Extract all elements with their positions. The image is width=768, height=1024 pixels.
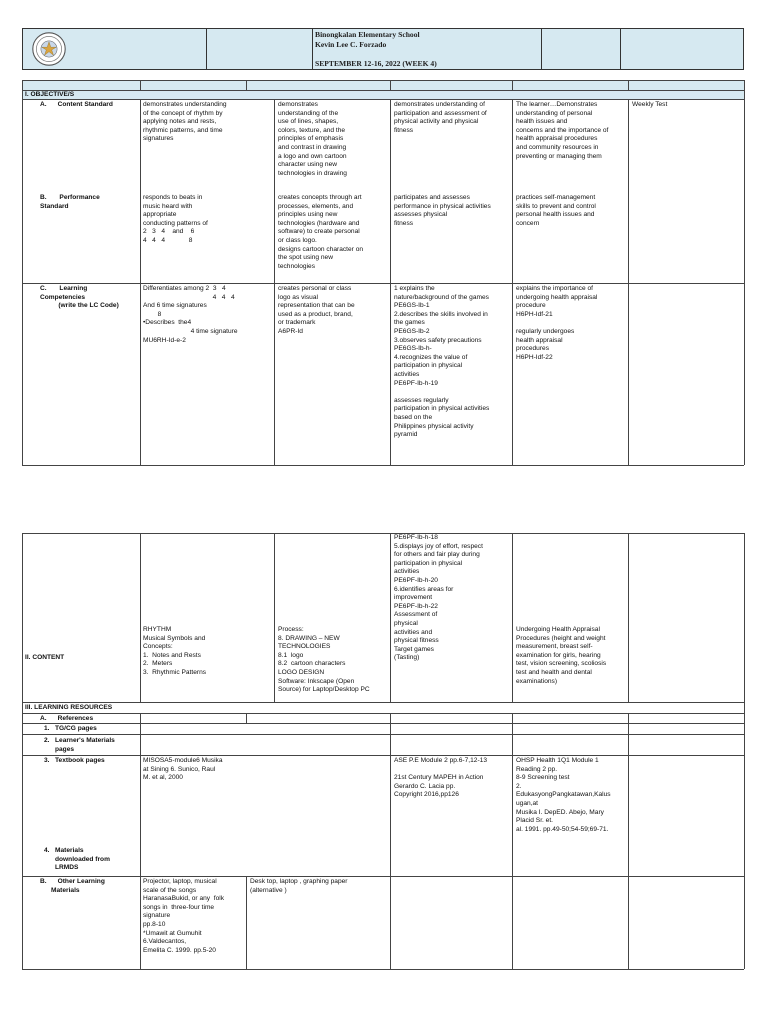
content-standard-label: A. Content Standard xyxy=(40,101,113,108)
pe-textbook: ASE P.E Module 2 pp.6-7,12-13 21st Century MAPEH in Action Gerardo C. Lacia pp. Copyright 2016,pp126 xyxy=(394,757,487,799)
references-label: A. References xyxy=(40,715,94,722)
learning-competencies-label: C. Learning Competencies (write the LC Code) xyxy=(40,285,119,310)
teacher-name: Kevin Lee C. Forzado xyxy=(315,40,387,49)
music-other-materials: Projector, laptop, musical scale of the songs HaranasaBukid, or any folk songs in three-four time signature pp.8-10 *Umawit at Gumuhit 6.Valdecantos, Emelita C. 1999. pp.5-20 xyxy=(143,878,224,954)
health-textbook: OHSP Health 1Q1 Module 1 Reading 2 pp. 8-9 Screening test 2. EdukasyongPangkatawan,Kalus ugan,at Musika I. DepED. Abejo, Mary Placid Sr. et. al. 1991. pp.49-50;54-59;69-71. xyxy=(516,757,611,833)
arts-competencies: creates personal or class logo as visual representation that can be used as a product, brand, or trademark A6PR-Id xyxy=(278,285,355,335)
health-performance-standard: practices self-management skills to prevent and control personal health issues and concern xyxy=(516,194,596,227)
health-competencies: explains the importance of undergoing health appraisal procedure H6PH-Idf-21 regularly undergoes health appraisal procedures H6PH-Idf-22 xyxy=(516,285,598,361)
learning-resources-label: III. LEARNING RESOURCES xyxy=(25,704,113,711)
performance-standard-label: B. Performance Standard xyxy=(40,194,100,210)
arts-content: Process: 8. DRAWING – NEW TECHNOLOGIES 8.1 logo 8.2 cartoon characters LOGO DESIGN Software: Inkscape (Open Source) for Laptop/Desktop PC xyxy=(278,626,370,694)
school-name: Binongkalan Elementary School xyxy=(315,30,420,39)
music-textbook: MISOSA5-module6 Musika at Sining 6. Sunico, Raul M. et al, 2000 xyxy=(143,757,223,782)
music-content: RHYTHM Musical Symbols and Concepts: 1. Notes and Rests 2. Meters 3. Rhythmic Patterns xyxy=(143,626,207,676)
music-competencies: Differentiates among 2 3 4 4 4 4 And 6 time signatures 8 •Describes the4 4 time signature MU6RH-Id-e-2 xyxy=(143,285,238,344)
objectives-label: I. OBJECTIVE/S xyxy=(25,91,75,98)
health-content: Undergoing Health Appraisal Procedures (height and weight measurement, breast self- examination for girls, hearing test, vision screening, scoliosis test and health and dental examinations) xyxy=(516,626,607,685)
music-performance-standard: responds to beats in music heard with appropriate conducting patterns of 2 3 4 and 6 4 4 4 8 xyxy=(143,194,208,244)
pe-performance-standard: participates and assesses performance in physical activities assesses physical fitness xyxy=(394,194,491,227)
pe-competencies-continued: PE6PF-Ib-h-18 5.displays joy of effort, respect for others and fair play during participation in physical activities PE6PF-Ib-h-20 6.identifies areas for improvement PE6PF-Ib-h-22 Assessment of physical activities and physical fitness Target games (Tasting) xyxy=(394,534,483,662)
learners-materials-label: 2. Learner's Materials pages xyxy=(44,737,115,753)
deped-seal-icon xyxy=(31,31,67,67)
tg-cg-label: 1. TG/CG pages xyxy=(44,725,97,732)
pe-content-standard: demonstrates understanding of participation and assessment of physical activity and physical fitness xyxy=(394,101,487,134)
arts-content-standard: demonstrates understanding of the use of lines, shapes, colors, texture, and the principles of emphasis and contrast in drawing a logo and own cartoon character using new technologies in drawing xyxy=(278,101,347,177)
pe-competencies: 1 explains the nature/background of the games PE6GS-Ib-1 2.describes the skills involved in the games PE6GS-Ib-2 3.observes safety precautions PE6GS-Ib-h- 4.recognizes the value of participation in physical activities PE6PF-Ib-h-19 assesses regularly participation in physical activities based on the Philippines physical activity pyramid xyxy=(394,285,490,439)
textbook-label: 3. Textbook pages xyxy=(44,757,105,764)
music-content-standard: demonstrates understanding of the concept of rhythm by applying notes and rests, rhythmic patterns, and time signatures xyxy=(143,101,227,143)
objectives-row xyxy=(22,90,744,99)
weekly-test-label: Weekly Test xyxy=(632,101,668,108)
arts-other-materials: Desk top, laptop , graphing paper (alternative ) xyxy=(250,878,348,894)
health-content-standard: The learner…Demonstrates understanding of personal health issues and concerns and the importance of health appraisal procedures and community resources in preventing or managing them xyxy=(516,101,609,160)
day-header-row xyxy=(22,80,744,90)
arts-performance-standard: creates concepts through art processes, elements, and principles using new technologies (hardware and software) to create personal or class logo. designs cartoon character on the spot using new technologies xyxy=(278,194,364,270)
header-table xyxy=(22,28,744,70)
content-label: II. CONTENT xyxy=(25,654,65,661)
other-materials-label: B. Other Learning Materials xyxy=(40,878,105,894)
week-label: SEPTEMBER 12-16, 2022 (WEEK 4) xyxy=(315,59,437,68)
lrmds-label: 4. Materials downloaded from LRMDS xyxy=(44,847,110,872)
